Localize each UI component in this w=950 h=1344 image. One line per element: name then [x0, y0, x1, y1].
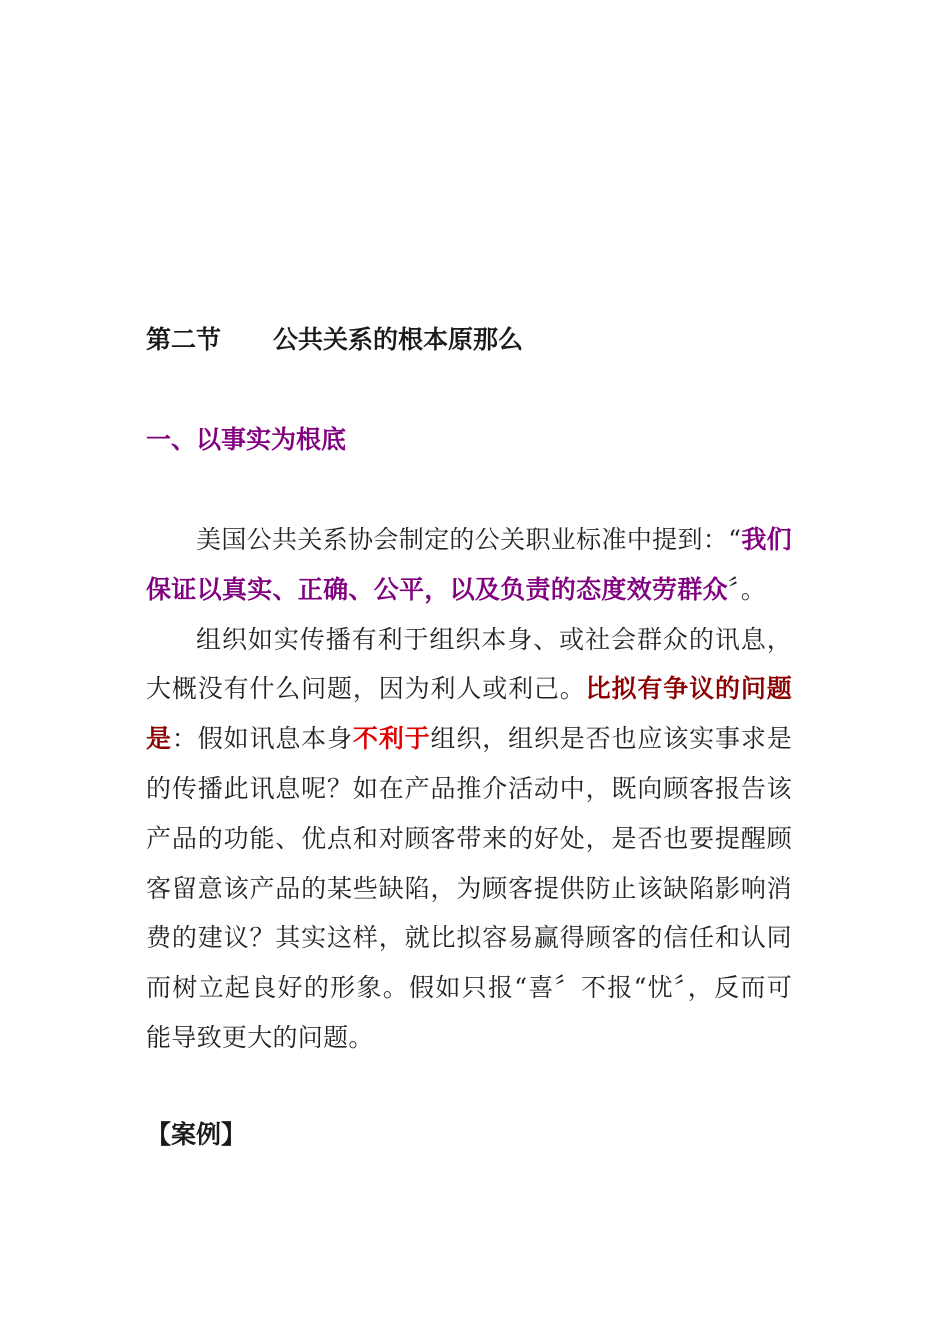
paragraph-prsa-standard: [146, 515, 792, 615]
section-number: 第二节: [146, 325, 222, 354]
paragraph2-part1: 组织如实传播有利于组织本身、或社会群众的讯息，大概没有什么问题，因为利人或利己。: [146, 624, 792, 704]
paragraph2-emphasis-harm: 不利于: [352, 724, 431, 754]
paragraph2-part2: ：假如讯息本身: [171, 724, 353, 754]
paragraph-truthful-communication: [146, 615, 792, 1063]
case-label: 【案例】: [146, 1120, 247, 1149]
paragraph1-quote: 我们保证以真实、正确、公平，以及负责的态度效劳群众: [146, 525, 792, 604]
heading-fact-basis: 一、以事实为根底: [146, 425, 347, 454]
section-title: [146, 318, 523, 362]
paragraph2-part3: 组织，组织是否也应该实事求是的传播此讯息呢？如在产品推介活动中，既向顾客报告该产品的功能、优点和对顾客带来的好处，是否也要提醒顾客留意该产品的某些缺陷，为顾客提供防止该缺陷影响消费的建议？其实这样，就比拟容易赢得顾客的信任和认同而树立起良好的形象。假如只报“喜〞不报“忧〞，反而可能导致更大的问题。: [146, 724, 792, 1052]
paragraph1-tail: 〞。: [727, 574, 767, 604]
paragraph1-lead: 美国公共关系协会制定的公关职业标准中提到：“: [196, 525, 742, 554]
body-text: [146, 515, 792, 1063]
paragraph2-emphasis-question: 比拟有争议的问题是: [146, 674, 792, 754]
section-title-text: 公共关系的根本原那么: [273, 325, 524, 354]
